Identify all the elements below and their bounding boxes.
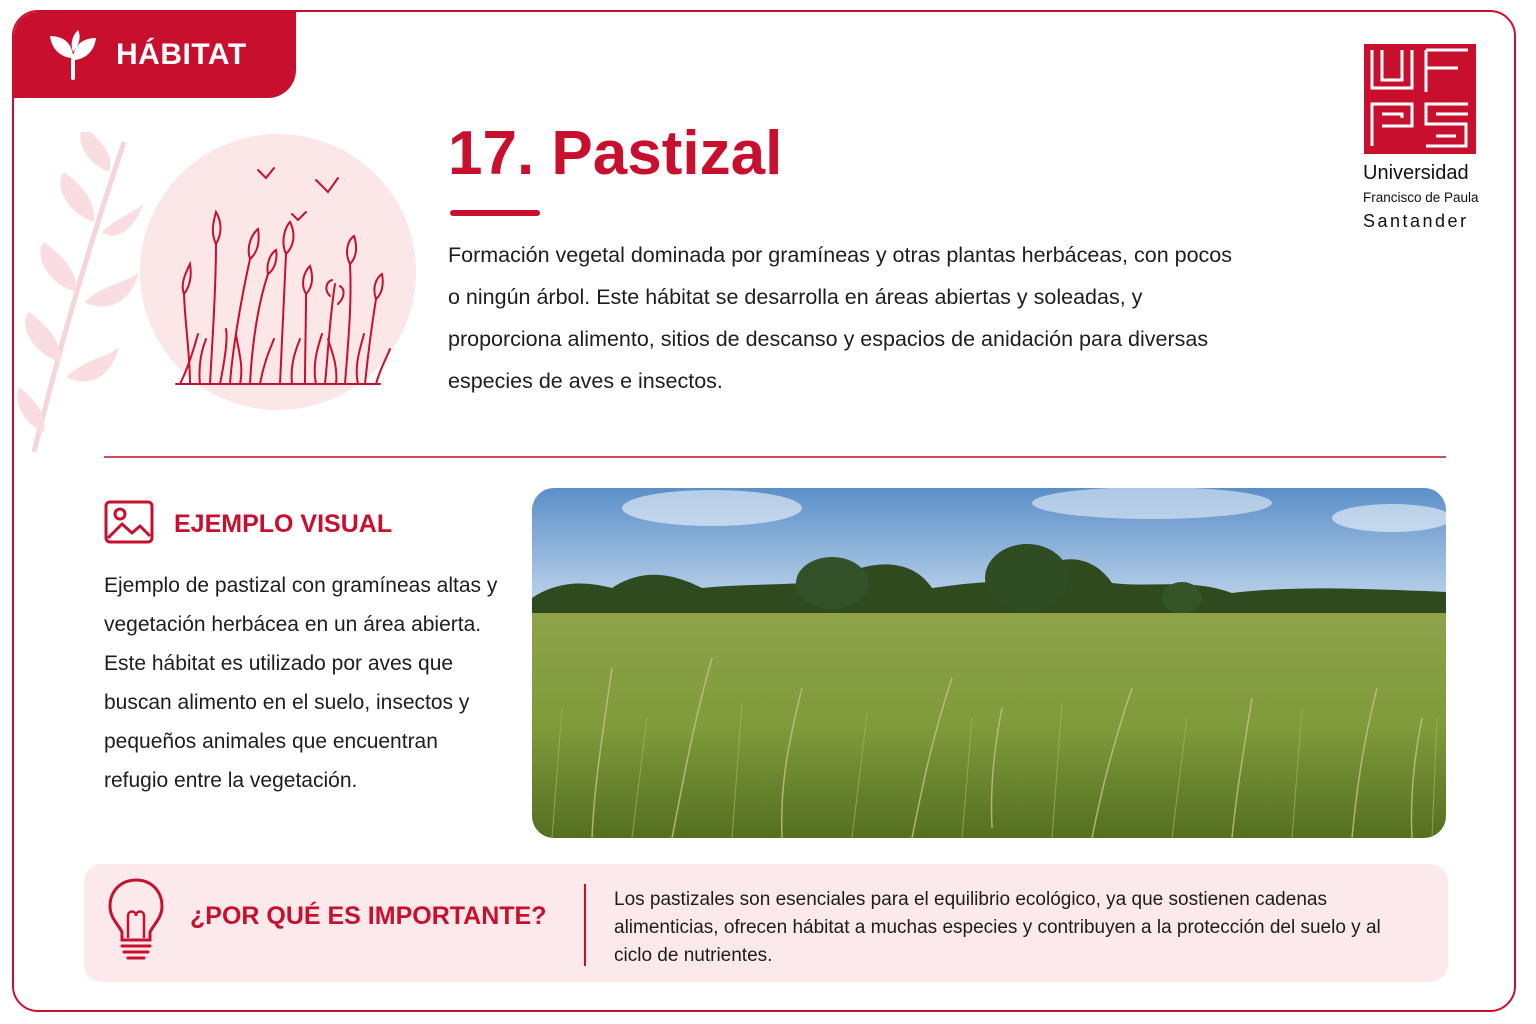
page-title: 17. Pastizal: [448, 119, 783, 188]
grass-illustration: [140, 134, 416, 410]
leaf-sprout-icon: [44, 30, 102, 80]
importance-text: Los pastizales son esenciales para el equilibrio ecológico, ya que sostienen cadenas alimenticias, ofrecen hábitat a muchas especies y contribuyen a la protección del suelo y al ciclo de nutrientes.: [614, 889, 1381, 966]
importance-panel: [84, 864, 1448, 982]
category-tag: [14, 12, 296, 98]
logo-line-santander: Santander: [1363, 211, 1469, 231]
example-title: EJEMPLO VISUAL: [174, 510, 393, 538]
grassland-photo: [532, 488, 1446, 838]
importance-title: ¿POR QUÉ ES IMPORTANTE?: [190, 902, 547, 930]
lightbulb-icon: [106, 876, 166, 968]
bird-icon: [258, 168, 274, 178]
importance-separator: [584, 884, 586, 966]
section-divider: [104, 456, 1446, 458]
habitat-card: [12, 10, 1516, 1012]
bird-icon: [316, 178, 338, 192]
example-text: Ejemplo de pastizal con gramíneas altas y vegetación herbácea en un área abierta. Este hábitat es utilizado por aves que buscan alimento en el suelo, insectos y pequeños animales que encuentran refugio entre la vegetación.: [104, 574, 498, 792]
habitat-description: Formación vegetal dominada por gramíneas y otras plantas herbáceas, con pocos o ningún árbol. Este hábitat se desarrolla en áreas abiertas y soleadas, y proporciona alimento, sitios de descanso y espacios de anidación para diversas especies de aves e insectos.: [448, 243, 1232, 393]
image-icon: [104, 500, 154, 544]
logo-line-name: Francisco de Paula: [1363, 190, 1479, 205]
ufps-logo-mark: [1354, 42, 1484, 154]
bird-icon: [292, 212, 306, 220]
leaf-decoration: [14, 132, 144, 452]
title-underline: [450, 210, 540, 216]
category-label: HÁBITAT: [116, 38, 247, 71]
logo-line-university: Universidad: [1363, 162, 1469, 184]
